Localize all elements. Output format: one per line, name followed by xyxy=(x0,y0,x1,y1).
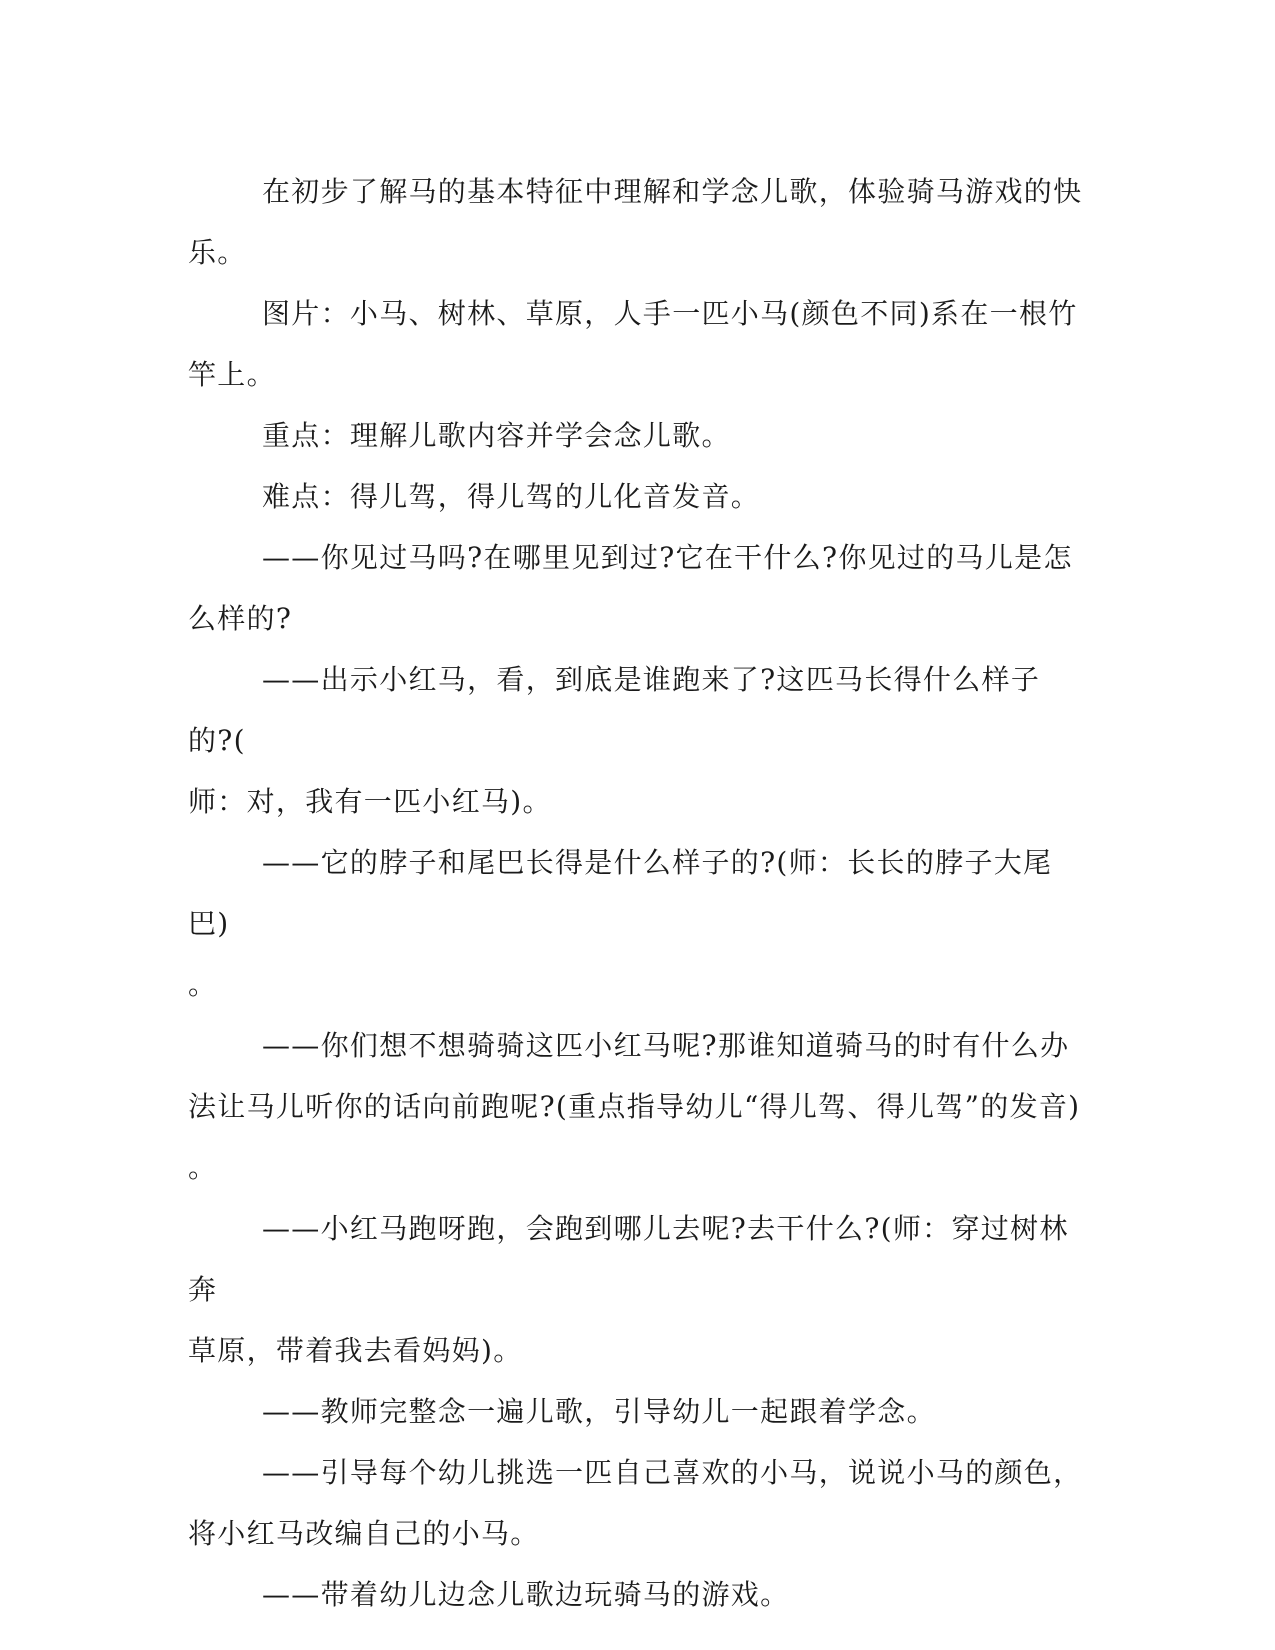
paragraph-step-3: ——它的脖子和尾巴长得是什么样子的?(师：长长的脖子大尾巴) 。 xyxy=(188,846,1053,1001)
paragraph-key-point: 重点：理解儿歌内容并学会念儿歌。 xyxy=(262,419,731,452)
paragraph-goal: 在初步了解马的基本特征中理解和学念儿歌，体验骑马游戏的快 乐。 xyxy=(188,175,1083,269)
paragraph-difficulty: 难点：得儿驾，得儿驾的儿化音发音。 xyxy=(262,480,761,513)
paragraph-step-4: ——你们想不想骑骑这匹小红马呢?那谁知道骑马的时有什么办 法让马儿听你的话向前跑呢?(重点指导幼儿“得儿驾、得儿驾”的发音) 。 xyxy=(188,1029,1081,1184)
paragraph-step-2: ——出示小红马，看，到底是谁跑来了?这匹马长得什么样子的?( 师：对，我有一匹小红马)。 xyxy=(188,663,1041,818)
paragraph-step-5: ——小红马跑呀跑，会跑到哪儿去呢?去干什么?(师：穿过树林奔 草原，带着我去看妈妈)。 xyxy=(188,1212,1069,1367)
document-body xyxy=(188,161,1083,1625)
paragraph-step-6: ——教师完整念一遍儿歌，引导幼儿一起跟着学念。 xyxy=(262,1395,936,1428)
paragraph-step-7: ——引导每个幼儿挑选一匹自己喜欢的小马，说说小马的颜色， 将小红马改编自己的小马。 xyxy=(188,1456,1083,1550)
paragraph-step-8: ——带着幼儿边念儿歌边玩骑马的游戏。 xyxy=(262,1578,790,1611)
paragraph-materials: 图片：小马、树林、草原，人手一匹小马(颜色不同)系在一根竹 竿上。 xyxy=(188,297,1078,391)
paragraph-step-1: ——你见过马吗?在哪里见到过?它在干什么?你见过的马儿是怎 么样的? xyxy=(188,541,1073,635)
